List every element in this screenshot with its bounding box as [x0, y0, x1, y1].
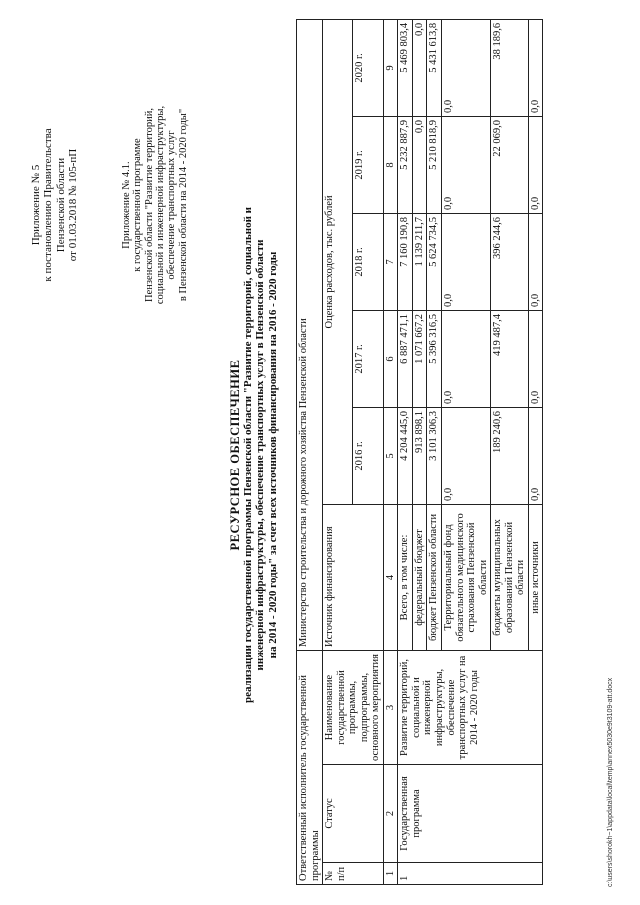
- value-cell: 396 244,6: [491, 213, 529, 310]
- responsible-row: [297, 19, 323, 884]
- colnum-cell: 4: [383, 504, 398, 650]
- colnum-cell: 5: [383, 407, 398, 504]
- appendix-5-header: [30, 25, 79, 385]
- value-cell: 189 240,6: [491, 407, 529, 504]
- value-cell: 5 210 818,9: [427, 116, 442, 213]
- value-cell: 0,0: [528, 310, 543, 407]
- value-cell: 0,0: [528, 116, 543, 213]
- colnum-cell: 3: [383, 650, 398, 764]
- year-cell: 2018 г.: [353, 213, 383, 310]
- title-line1: реализации государственной программы Пензенской области "Развитие территорий, социальной и: [242, 206, 254, 704]
- header-name: Наименование государственной программы, подпрограммы, основного мероприятия: [323, 650, 384, 764]
- appendix-5-line4: от 01.03.2018 № 105-пП: [66, 148, 79, 262]
- source-label: бюджеты муниципальных образований Пензенской области: [491, 504, 529, 650]
- header-num: № п/п: [323, 863, 384, 885]
- colnum-cell: 2: [383, 765, 398, 863]
- resource-table: [296, 19, 543, 885]
- responsible-value: Министерство строительства и дорожного хозяйства Пензенской области: [297, 19, 323, 650]
- header-status: Статус: [323, 765, 384, 863]
- source-label: бюджет Пензенской области: [427, 504, 442, 650]
- appendix-41-line2: к государственной программе: [132, 138, 144, 272]
- column-numbers-row: [383, 19, 398, 884]
- responsible-label: Ответственный исполнитель государственной программы: [297, 650, 323, 884]
- colnum-cell: 6: [383, 310, 398, 407]
- value-cell: 0,0: [528, 213, 543, 310]
- value-cell: 5 624 734,5: [427, 213, 442, 310]
- title-main: РЕСУРСНОЕ ОБЕСПЕЧЕНИЕ: [228, 359, 242, 551]
- source-label: иные источники: [528, 504, 543, 650]
- value-cell: 0,0: [412, 116, 427, 213]
- value-cell: 38 189,6: [491, 19, 529, 116]
- value-cell: 0,0: [528, 407, 543, 504]
- colnum-cell: 8: [383, 116, 398, 213]
- value-cell: 5 431 613,8: [427, 19, 442, 116]
- value-cell: 0,0: [442, 407, 491, 504]
- header-estimate: Оценка расходов, тыс. рублей: [323, 19, 353, 504]
- appendix-41-header: [121, 25, 189, 385]
- colnum-cell: 1: [383, 863, 398, 885]
- appendix-5-line3: Пензенской области: [54, 157, 67, 253]
- source-label: Территориальный фонд обязательного медицинского страхования Пензенской области: [442, 504, 491, 650]
- value-cell: 0,0: [528, 19, 543, 116]
- row-program-name: Развитие территорий, социальной и инженерной инфраструктуры, обеспечение транспортных услуг на 2014 - 2020 годы: [398, 650, 543, 764]
- source-label: федеральный бюджет: [412, 504, 427, 650]
- value-cell: 0,0: [442, 213, 491, 310]
- appendix-5-line1: Приложение № 5: [30, 164, 42, 246]
- header-source: Источник финансирования: [323, 504, 384, 650]
- value-cell: 5 396 316,5: [427, 310, 442, 407]
- colnum-cell: 9: [383, 19, 398, 116]
- value-cell: 6 887 471,1: [398, 310, 413, 407]
- value-cell: 419 487,4: [491, 310, 529, 407]
- appendix-5-line2: к постановлению Правительства: [42, 128, 55, 282]
- value-cell: 0,0: [442, 19, 491, 116]
- value-cell: 0,0: [442, 116, 491, 213]
- appendix-41-line1: Приложение № 4.1.: [121, 161, 132, 249]
- appendix-41-line6: в Пензенской области на 2014 - 2020 годы": [177, 108, 189, 302]
- value-cell: 4 204 445,0: [398, 407, 413, 504]
- year-cell: 2017 г.: [353, 310, 383, 407]
- year-cell: 2020 г.: [353, 19, 383, 116]
- colnum-cell: 7: [383, 213, 398, 310]
- year-cell: 2016 г.: [353, 407, 383, 504]
- value-cell: 3 101 306,3: [427, 407, 442, 504]
- header-row: [323, 19, 353, 884]
- footer-file-path: c:\users\shorokh~1\appdata\local\temp\annex5030e9t3109-att.docx: [607, 677, 614, 887]
- year-cell: 2019 г.: [353, 116, 383, 213]
- value-cell: 1 071 667,2: [412, 310, 427, 407]
- value-cell: 5 469 803,4: [398, 19, 413, 116]
- value-cell: 913 898,1: [412, 407, 427, 504]
- appendix-41-line5: обеспечение транспортных услуг: [166, 130, 178, 280]
- value-cell: 1 139 211,7: [412, 213, 427, 310]
- table-row: [398, 19, 413, 884]
- value-cell: 5 232 887,9: [398, 116, 413, 213]
- document-title: [228, 75, 279, 835]
- value-cell: 0,0: [442, 310, 491, 407]
- appendix-41-line3: Пензенской области "Развитие территорий,: [143, 108, 155, 302]
- value-cell: 22 069,0: [491, 116, 529, 213]
- value-cell: 7 160 190,8: [398, 213, 413, 310]
- title-line3: на 2014 - 2020 годы" за счет всех источников финансирования на 2016 - 2020 годы: [266, 251, 279, 659]
- value-cell: 0,0: [412, 19, 427, 116]
- appendix-41-line4: социальной и инженерной инфраструктуры,: [154, 105, 166, 305]
- row-number: 1: [398, 863, 543, 885]
- source-label: Всего, в том числе:: [398, 504, 413, 650]
- title-line2: инженерной инфраструктуры, обеспечение транспортных услуг в Пензенской области: [254, 239, 267, 671]
- row-status: Государственная программа: [398, 765, 543, 863]
